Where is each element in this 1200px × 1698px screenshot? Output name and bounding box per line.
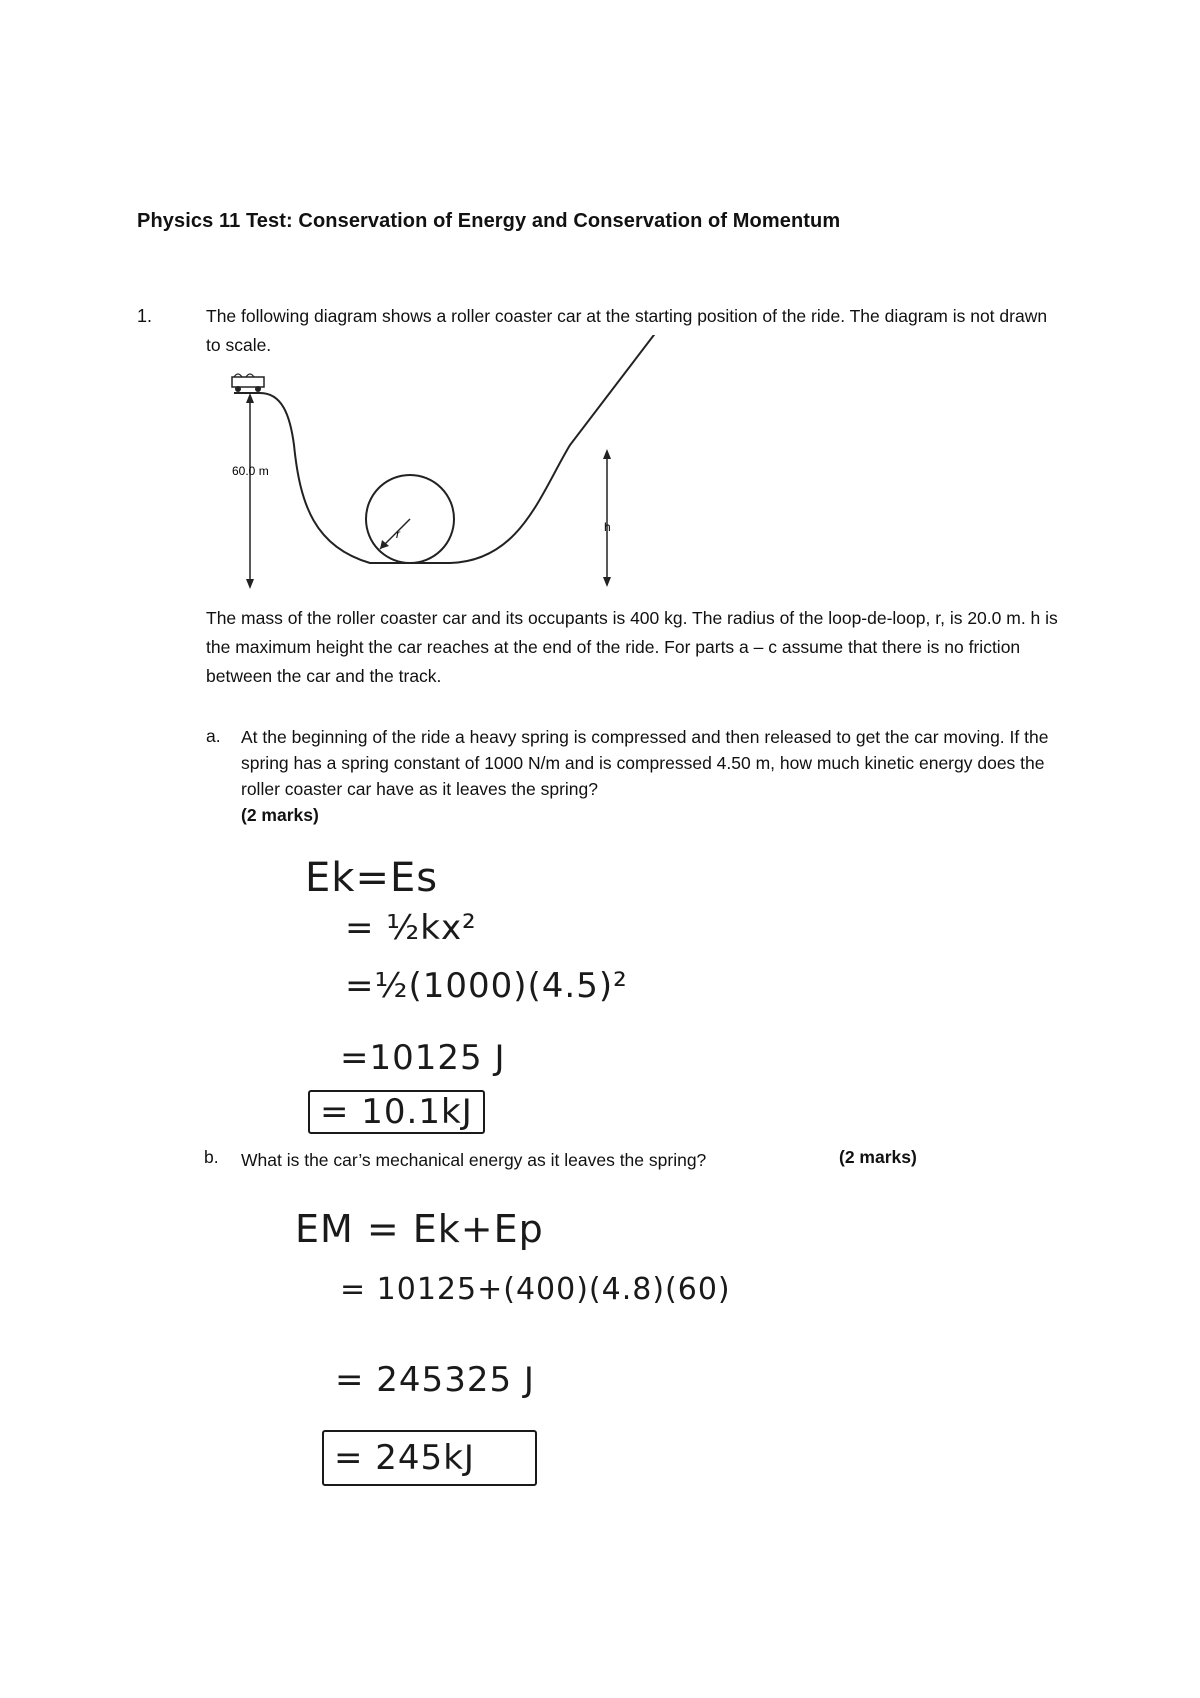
question-number: 1. [137,306,153,326]
part-b-work-line-3: = 245325 J [335,1360,535,1400]
radius-label: r [396,527,400,541]
part-a-work-line-1: Ek=Es [305,855,439,901]
question-intro: The following diagram shows a roller coaster car at the starting position of the ride. The diagram is not drawn to scale. [206,306,1048,355]
part-a-work-line-3: =½(1000)(4.5)² [345,966,628,1006]
part-b-work-line-1: EM = Ek+Ep [295,1207,544,1251]
part-a-work-line-4: =10125 J [340,1038,506,1078]
roller-coaster-diagram [220,335,680,595]
part-a-final-answer: = 10.1kJ [308,1090,485,1134]
part-a-marks: (2 marks) [241,805,319,825]
part-b-marks: (2 marks) [839,1147,917,1167]
question-given-info: The mass of the roller coaster car and its occupants is 400 kg. The radius of the loop-de-loop, r, is 20.0 m. h is the maximum height the car reaches at the end of the ride. For parts a – c assume that there is no friction between the car and the track. [206,608,1058,686]
part-b-question: What is the car’s mechanical energy as it leaves the spring? [241,1150,707,1170]
part-a-question [241,724,1071,828]
part-b-final-answer: = 245kJ [322,1430,537,1486]
part-a-letter: a. [206,726,221,746]
height-label: 60.0 m [232,464,269,478]
roller-coaster-car-icon [232,374,264,392]
part-a-text: At the beginning of the ride a heavy spring is compressed and then released to get the car moving. If the spring has a spring constant of 1000 N/m and is compressed 4.50 m, how much kinetic energy does the roller coaster car have as it leaves the spring? [241,727,1049,799]
part-b-work-line-2: = 10125+(400)(4.8)(60) [340,1272,731,1307]
part-b-letter: b. [204,1147,219,1167]
test-title: Physics 11 Test: Conservation of Energy and Conservation of Momentum [137,210,841,232]
h-label: h [604,520,611,534]
part-a-work-line-2: = ½kx² [345,908,477,948]
roller-coaster-track [234,335,660,563]
